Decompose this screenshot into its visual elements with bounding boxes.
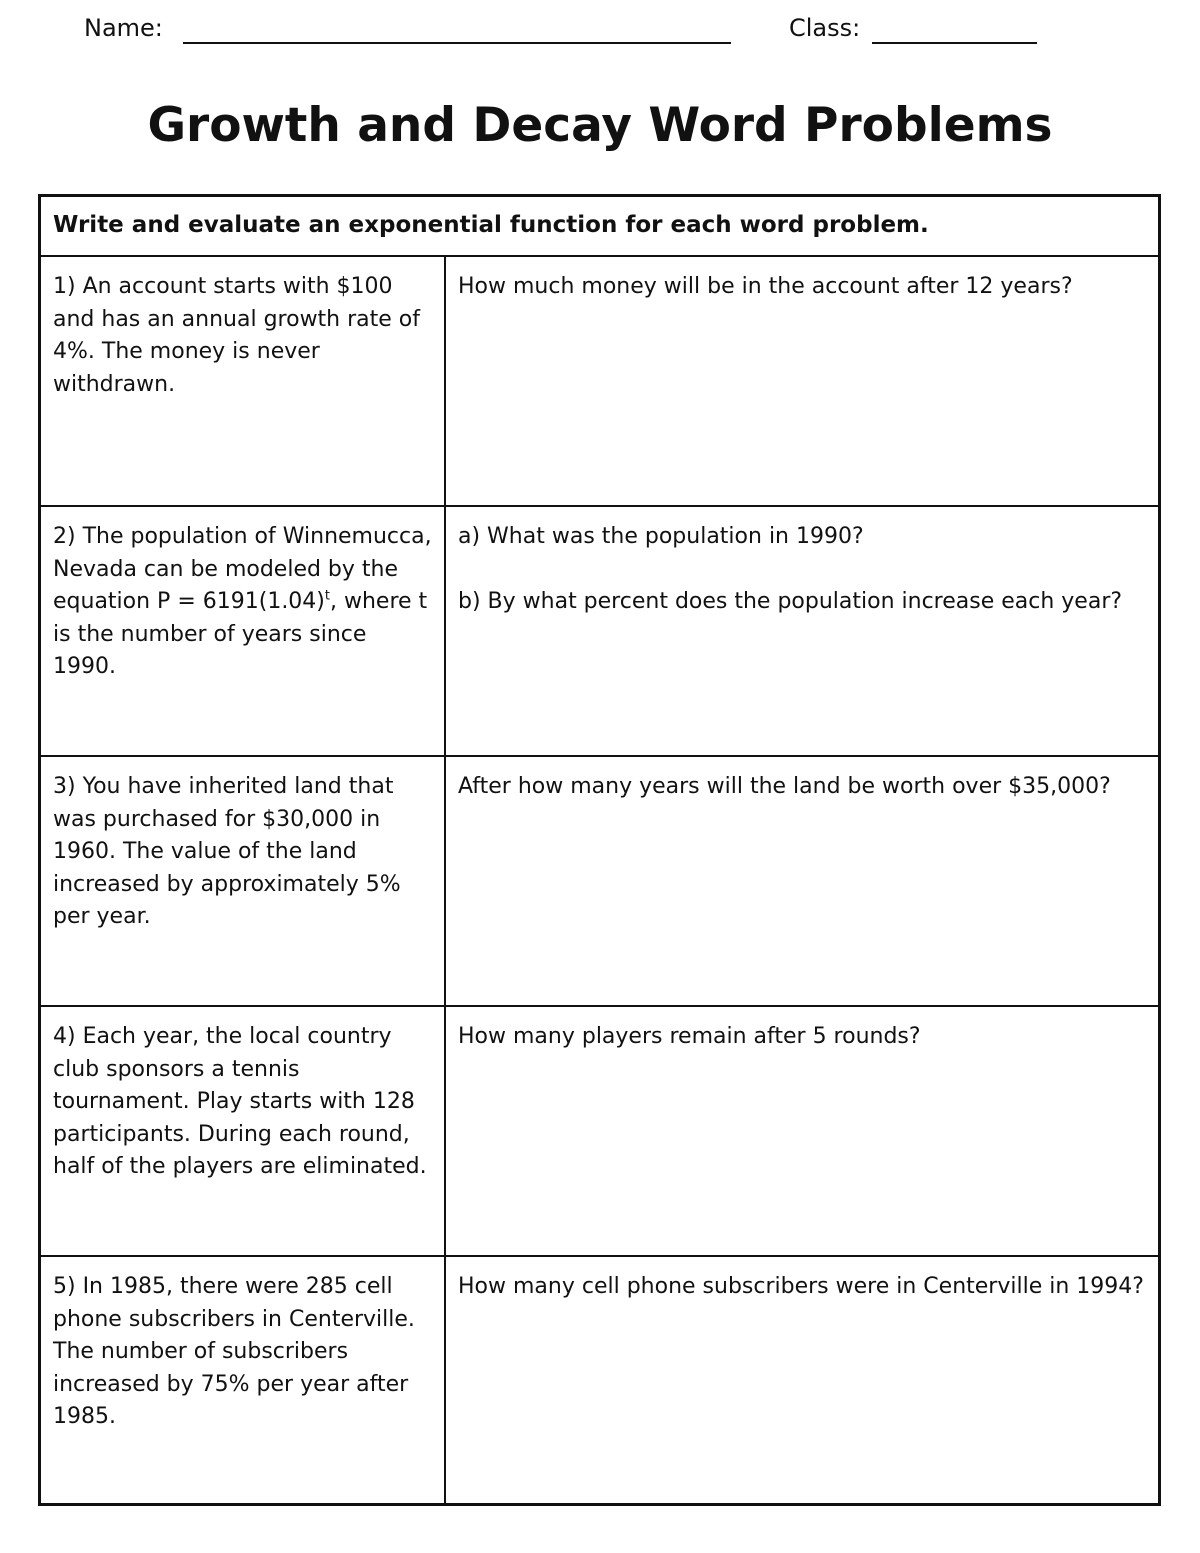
problem-5-question[interactable] bbox=[446, 1257, 1158, 1506]
problem-2-questions[interactable] bbox=[446, 507, 1158, 755]
problem-row-4 bbox=[41, 1007, 1158, 1257]
problem-row-5 bbox=[41, 1257, 1158, 1506]
worksheet-table bbox=[38, 194, 1161, 1506]
problem-5-question-text: How many cell phone subscribers were in Centerville in 1994? bbox=[458, 1274, 1144, 1299]
problem-4-question[interactable] bbox=[446, 1007, 1158, 1255]
problem-4-question-text: How many players remain after 5 rounds? bbox=[458, 1024, 921, 1049]
problem-row-1 bbox=[41, 257, 1158, 507]
problem-2-exponent: t bbox=[324, 588, 330, 604]
instructions: Write and evaluate an exponential function for each word problem. bbox=[41, 197, 1158, 257]
problem-2-prompt-text-end: , where t is the number of years since 1990. bbox=[53, 589, 428, 679]
problem-1-question[interactable] bbox=[446, 257, 1158, 505]
class-label: Class: bbox=[789, 14, 861, 42]
problem-3-question[interactable] bbox=[446, 757, 1158, 1005]
problem-row-3 bbox=[41, 757, 1158, 1007]
problem-1-prompt: 1) An account starts with $100 and has an annual growth rate of 4%. The money is never withdrawn. bbox=[41, 257, 446, 505]
problem-4-prompt: 4) Each year, the local country club sponsors a tennis tournament. Play starts with 128 participants. During each round, half of the players are eliminated. bbox=[41, 1007, 446, 1255]
problem-3-question-text: After how many years will the land be worth over $35,000? bbox=[458, 774, 1111, 799]
class-blank-line[interactable] bbox=[872, 42, 1037, 44]
problem-2-question-a: a) What was the population in 1990? bbox=[458, 524, 864, 549]
page-title: Growth and Decay Word Problems bbox=[147, 98, 1053, 153]
problem-2-question-b: b) By what percent does the population increase each year? bbox=[458, 588, 1123, 614]
name-blank-line[interactable] bbox=[183, 42, 731, 44]
problem-2-prompt bbox=[41, 507, 446, 755]
problem-2-prompt-text: 2) The population of Winnemucca, Nevada can be modeled by the equation P = 6191(1.04) bbox=[53, 524, 432, 614]
problem-row-2 bbox=[41, 507, 1158, 757]
problem-5-prompt: 5) In 1985, there were 285 cell phone subscribers in Centerville. The number of subscribers increased by 75% per year after 1985. bbox=[41, 1257, 446, 1506]
header bbox=[84, 14, 1044, 48]
name-label: Name: bbox=[84, 14, 163, 42]
problem-3-prompt: 3) You have inherited land that was purchased for $30,000 in 1960. The value of the land increased by approximately 5% per year. bbox=[41, 757, 446, 1005]
problem-1-question-text: How much money will be in the account after 12 years? bbox=[458, 274, 1073, 299]
